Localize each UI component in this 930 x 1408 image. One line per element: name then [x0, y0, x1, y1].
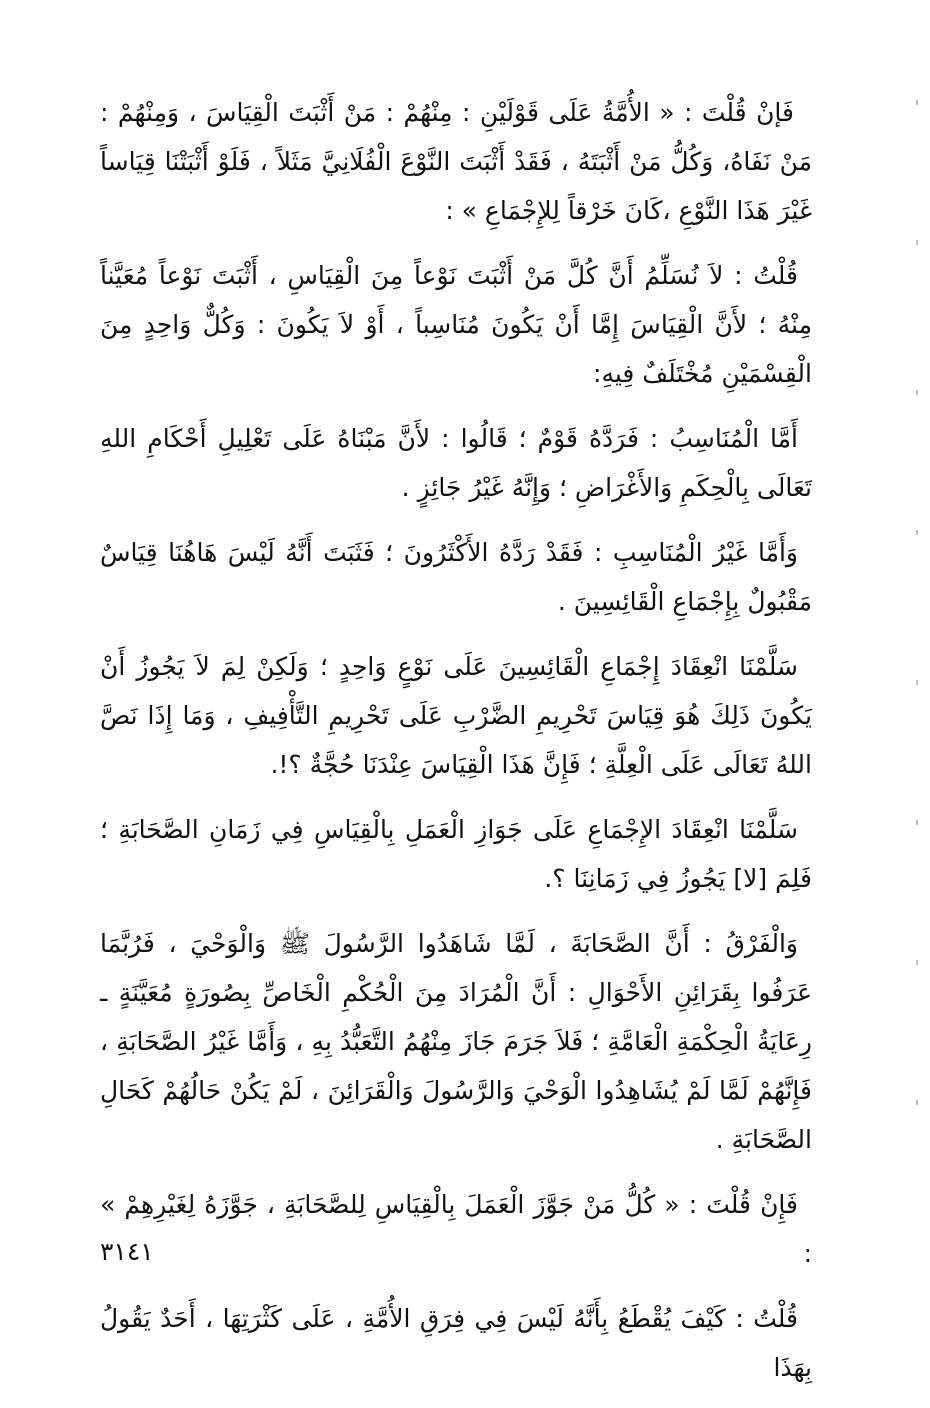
page-number: ٣١٤١: [100, 1237, 154, 1266]
paragraph-3: أَمَّا الْمُنَاسِبُ : فَرَدَّهُ قَوْمٌ ؛ قَالُوا : لأَنَّ مَبْنَاهُ عَلَى تَعْلِيلِ أَحْكَامِ اللهِ تَعَالَى بِالْحِكَمِ وَالأَغْرَاضِ ؛ وَإِنَّهُ غَيْرُ جَائِزٍ .: [100, 424, 812, 502]
paragraph-6: سَلَّمْنَا انْعِقَادَ الإِجْمَاعِ عَلَى جَوَازِ الْعَمَلِ بِالْقِيَاسِ فِي زَمَانِ الصَّحَابَةِ ؛ فَلِمَ [لا] يَجُوزُ فِي زَمَانِنَا ؟.: [100, 815, 812, 893]
paragraph-2: قُلْتُ : لاَ نُسَلِّمُ أَنَّ كُلَّ مَنْ أَثْبَتَ نَوْعاً مِنَ الْقِيَاسِ ، أَثْبَتَ نَوْعاً مُعَيَّناً مِنْهُ ؛ لأَنَّ الْقِيَاسَ إِمَّا أَنْ يَكُونَ مُنَاسِباً ، أَوْ لاَ يَكُونَ : وَكُلٌّ وَاحِدٍ مِنَ الْقِسْمَيْنِ مُخْتَلَفٌ فِيهِ:: [100, 261, 812, 388]
paragraph-1: فَإنْ قُلْتَ : « الأُمَّةُ عَلَى قَوْلَيْنِ : مِنْهُمْ : مَنْ أَثْبَتَ الْقِيَاسَ ، وَمِنْهُمْ : مَنْ نَفَاهُ، وَكُلُّ مَنْ أَثْبَتَهُ ، فَقَدْ أَثْبَتَ النَّوْعَ الْفُلَانِيَّ مَثَلاً ، فَلَوْ أَثْبَتْنَا قِيَاساً غَيْرَ هَذَا النَّوْعِ ،كَانَ خَرْقاً لِلإِجْمَاعِ » :: [100, 98, 812, 225]
paragraph-5: سَلَّمْنَا انْعِقَادَ إِجْمَاعِ الْقَائِسِينَ عَلَى نَوْعٍ وَاحِدٍ ؛ وَلَكِنْ لِمَ لاَ يَجُوزُ أَنْ يَكُونَ ذَلِكَ هُوَ قِيَاسَ تَحْرِيمِ الضَّرْبِ عَلَى تَحْرِيمِ التَّأْفِيفِ ، وَمَا إِذَا نَصَّ اللهُ تَعَالَى عَلَى الْعِلَّةِ ؛ فَإِنَّ هَذَا الْقِيَاسَ عِنْدَنَا حُجَّةٌ ؟!.: [100, 652, 812, 779]
paragraph-9: قُلْتُ : كَيْفَ يُقْطَعُ بِأَنَّهُ لَيْسَ فِي فِرَقِ الأُمَّةِ ، عَلَى كَثْرَتِهَا ، أَحَدٌ يَقُولُ بِهَذَا: [100, 1304, 812, 1382]
arabic-text-body: [100, 88, 812, 1408]
paragraph-8: فَإِنْ قُلْتَ : « كُلُّ مَنْ جَوَّزَ الْعَمَلَ بِالْقِيَاسِ لِلصَّحَابَةِ ، جَوَّزَهُ لِغَيْرِهِمْ » :: [100, 1190, 812, 1268]
paragraph-7: وَالْفَرْقُ : أَنَّ الصَّحَابَةَ ، لَمَّا شَاهَدُوا الرَّسُولَ ﷺ وَالْوَحْيَ ، فَرُبَّمَا عَرَفُوا بِقَرَائِنِ الأَحْوَالِ : أَنَّ الْمُرَادَ مِنَ الْحُكْمِ الْخَاصِّ بِصُورَةٍ مُعَيَّنَةٍ ـ رِعَايَةُ الْحِكْمَةِ الْعَامَّةِ ؛ فَلاَ جَرَمَ جَازَ مِنْهُمُ التَّعَبُّدُ بِهِ ، وَأَمَّا غَيْرُ الصَّحَابَةِ ، فَإِنَّهُمْ لَمَّا لَمْ يُشَاهِدُوا الْوَحْيَ وَالرَّسُولَ وَالْقَرَائِنَ ، لَمْ يَكُنْ حَالُهُمْ كَحَالِ الصَّحَابَةِ .: [100, 929, 812, 1154]
paragraph-4: وَأَمَّا غَيْرُ الْمُنَاسِبِ : فَقَدْ رَدَّهُ الأَكْثَرُونَ ؛ فَثَبَتَ أَنَّهُ لَيْسَ هَاهُنَا قِيَاسٌ مَقْبُولٌ بِإِجْمَاعِ الْقَائِسِينَ .: [100, 538, 812, 616]
scan-gutter-marks: [916, 60, 918, 1260]
